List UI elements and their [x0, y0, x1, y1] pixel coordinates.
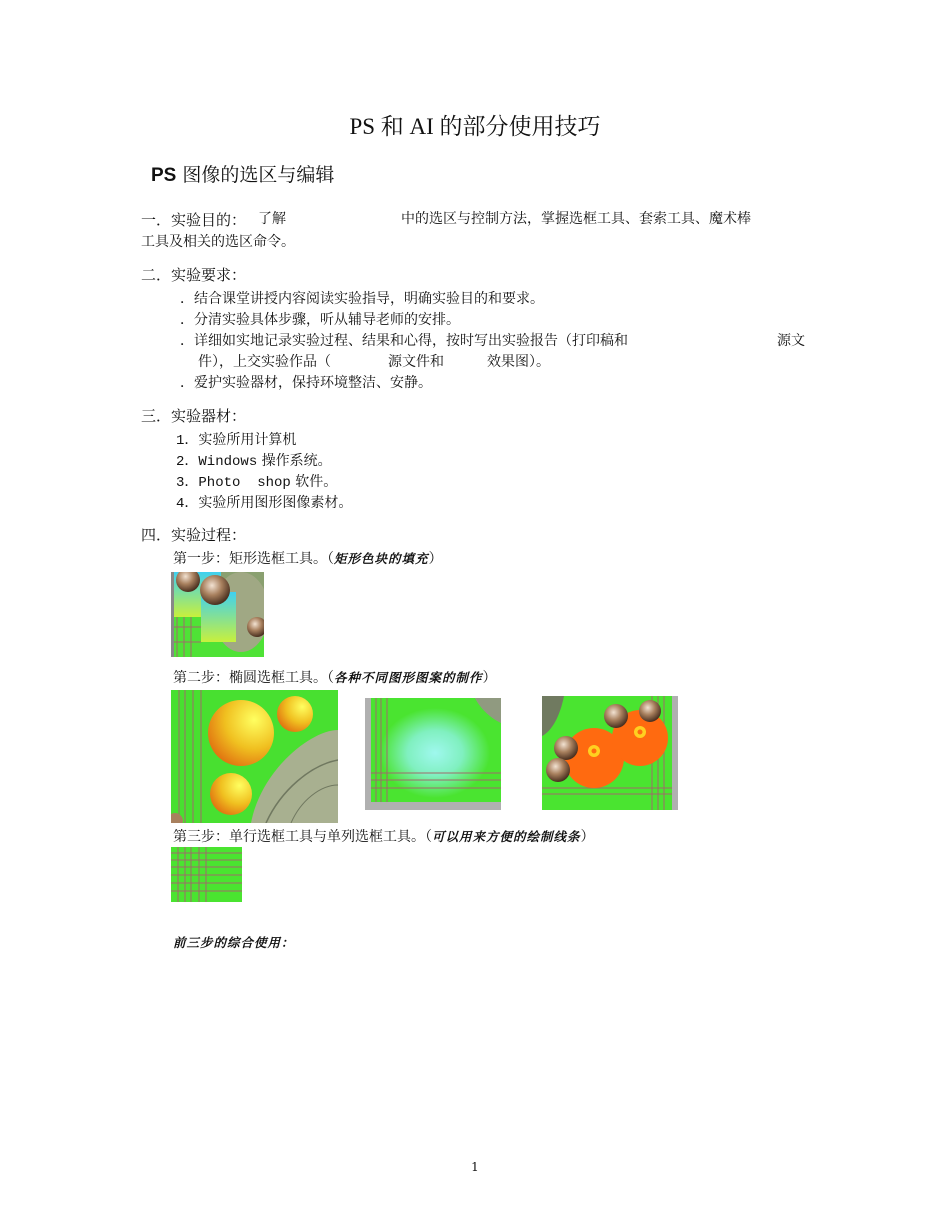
requirement-item: ．分清实验具体步骤，听从辅导老师的安排。: [180, 312, 460, 328]
purpose-line1b: 中的选区与控制方法，掌握选框工具、套索工具、魔术棒: [401, 211, 751, 227]
equipment-item: [176, 493, 352, 515]
item-number: 3．: [176, 475, 199, 491]
item-mono: Windows: [198, 454, 258, 470]
step-note: 各种不同图形图案的制作: [334, 670, 483, 685]
heading-equipment: 三．实验器材：: [141, 407, 247, 425]
requirement-item-tail: 效果图）。: [487, 354, 550, 370]
step-text: 第三步：单行选框工具与单列选框工具。（: [173, 829, 432, 845]
step-close: ）: [580, 829, 595, 845]
ellipse-spheres-example-image: [171, 690, 338, 823]
item-text: 操作系统。: [257, 453, 332, 469]
item-number: 4．: [176, 496, 199, 512]
requirement-item: 件），上交实验作品（: [198, 354, 331, 370]
item-mono: Photo shop: [198, 475, 291, 491]
purpose-line1a: 了解: [258, 211, 286, 227]
requirement-item: ．结合课堂讲授内容阅读实验指导，明确实验目的和要求。: [180, 291, 544, 307]
subtitle-text: 图像的选区与编辑: [176, 164, 335, 186]
step-close: ）: [428, 551, 443, 567]
heading-requirements: 二．实验要求：: [141, 266, 247, 284]
step-text: 第二步：椭圆选框工具。（: [173, 670, 334, 686]
requirement-item-mid: 源文件和: [388, 354, 444, 370]
item-number: 2．: [176, 454, 199, 470]
rectangle-fill-example-image: [171, 572, 264, 657]
ellipse-glow-example-image: [365, 698, 501, 810]
step-note: 可以用来方便的绘制线条: [432, 829, 581, 844]
heading-process: 四．实验过程：: [141, 526, 247, 544]
requirement-item-tail: 源文: [777, 333, 805, 349]
step1-caption: [173, 548, 443, 570]
equipment-item: [176, 472, 337, 494]
page-number: 1: [471, 1160, 479, 1174]
ellipse-orange-example-image: [542, 696, 678, 810]
grid-lines-example-image: [171, 847, 242, 902]
item-text: 软件。: [290, 474, 338, 490]
requirement-item: ．详细如实地记录实验过程、结果和心得，按时写出实验报告（打印稿和: [180, 333, 628, 349]
subtitle-prefix: PS: [151, 165, 177, 186]
step2-caption: [173, 667, 497, 689]
section-subtitle: [151, 160, 334, 187]
document-title: PS 和 AI 的部分使用技巧: [349, 114, 601, 139]
step-close: ）: [482, 670, 497, 686]
purpose-line2: 工具及相关的选区命令。: [141, 234, 295, 250]
step3-caption: [173, 826, 595, 848]
equipment-item: [176, 451, 332, 473]
item-number: 1．: [176, 433, 199, 449]
step-note: 矩形色块的填充: [334, 551, 429, 566]
equipment-item: [176, 430, 296, 452]
item-text: 实验所用图形图像素材。: [198, 495, 353, 511]
item-text: 实验所用计算机: [198, 432, 297, 448]
requirement-item: ．爱护实验器材，保持环境整洁、安静。: [180, 375, 432, 391]
combined-usage-label: 前三步的综合使用：: [173, 935, 295, 950]
step-text: 第一步：矩形选框工具。（: [173, 551, 334, 567]
heading-purpose: 一．实验目的：: [141, 211, 247, 229]
